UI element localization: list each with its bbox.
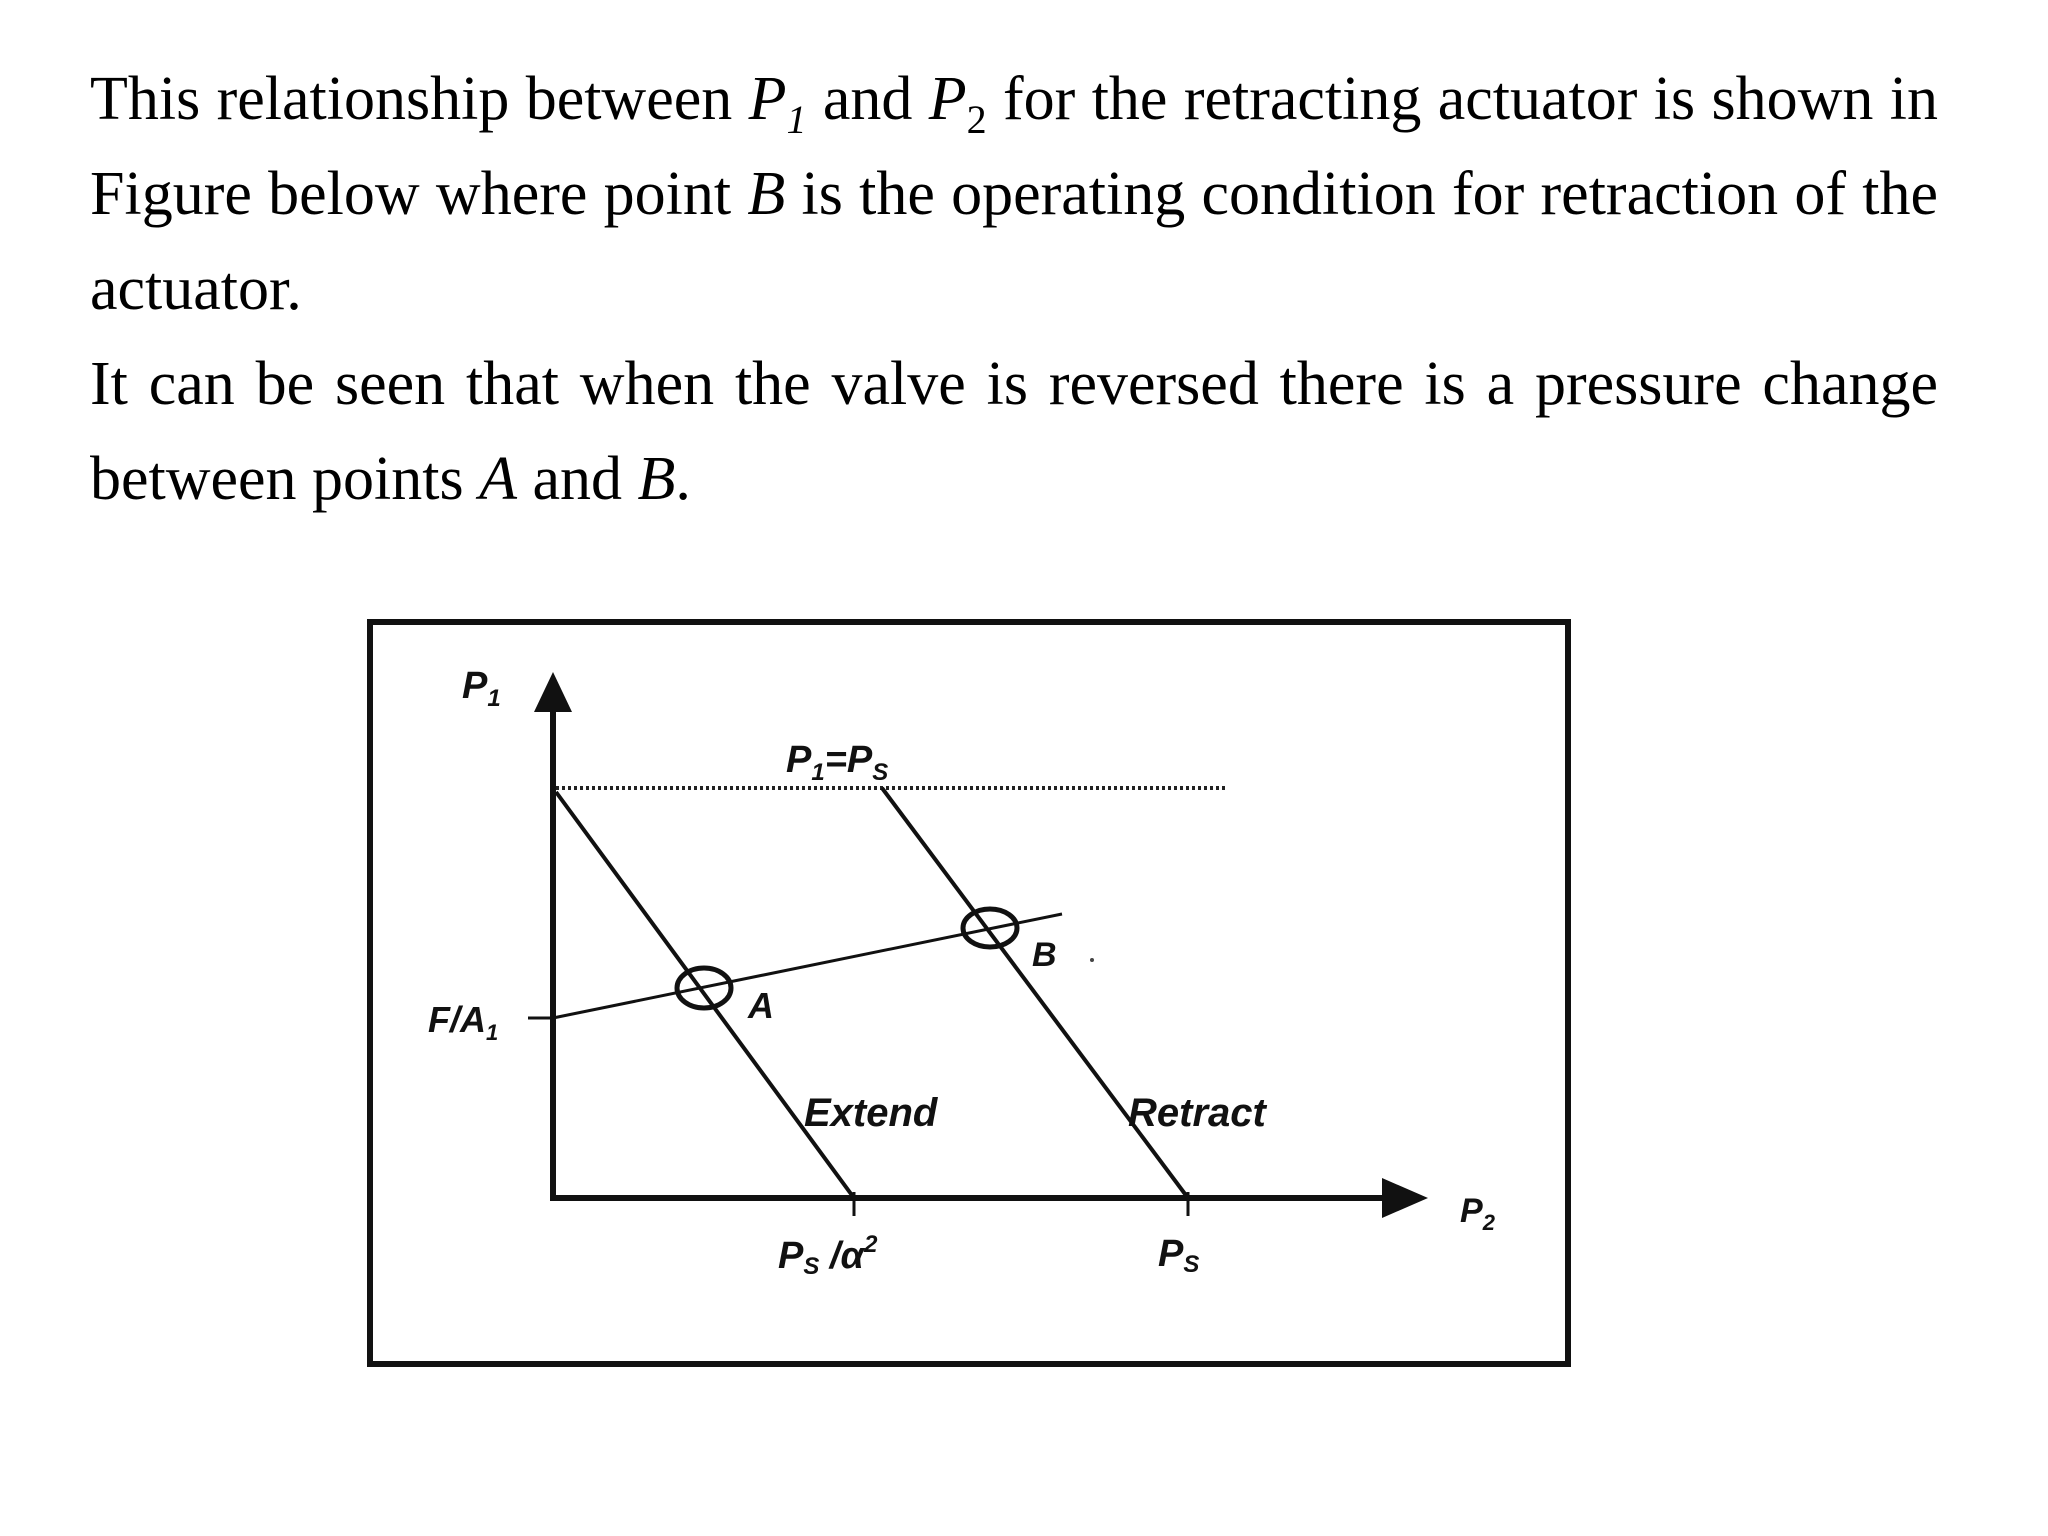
- x-axis-label: $P_2$: [1460, 1192, 1495, 1235]
- x-tick-2-label: PS: [1158, 1233, 1200, 1278]
- text-run: .: [675, 445, 691, 513]
- text-run: and: [517, 445, 638, 513]
- y-axis-arrowhead: [534, 672, 572, 712]
- subscript-2: 2: [966, 97, 987, 142]
- extend-label: Extend: [804, 1091, 938, 1135]
- text-run: It can be seen that when the valve is reversed there is a pressure change between points: [90, 350, 1938, 513]
- symbol-p: P: [928, 65, 967, 133]
- symbol-b: B: [637, 445, 676, 513]
- stray-dot: [1090, 958, 1094, 962]
- point-a-label: A: [748, 985, 774, 1026]
- extend-line: [556, 792, 854, 1198]
- retract-label: Retract: [1128, 1091, 1266, 1135]
- retract-line: [882, 788, 1188, 1198]
- subscript-1: 1: [786, 97, 807, 142]
- point-b-label: B: [1032, 936, 1057, 974]
- x-tick-1-label: PS $/\alpha^2$: [778, 1231, 878, 1280]
- text-run: and: [806, 65, 929, 133]
- text-run: for the retracting actuator is shown in Figure below where point: [90, 65, 1938, 228]
- text-run: This relationship between: [90, 65, 749, 133]
- figure-frame: [370, 622, 1568, 1364]
- y-axis-label: $P_1$: [462, 665, 501, 712]
- load-line: [553, 914, 1062, 1018]
- symbol-p: P: [748, 65, 787, 133]
- text-run: is the operating condition for retraction of the actuator.: [90, 160, 1938, 323]
- supply-pressure-label: $P_1=P_S$: [786, 739, 889, 786]
- x-axis-arrowhead: [1382, 1178, 1428, 1218]
- symbol-a: A: [479, 445, 518, 513]
- intercept-label: $F/A_1$: [428, 999, 499, 1045]
- symbol-b: B: [747, 160, 786, 228]
